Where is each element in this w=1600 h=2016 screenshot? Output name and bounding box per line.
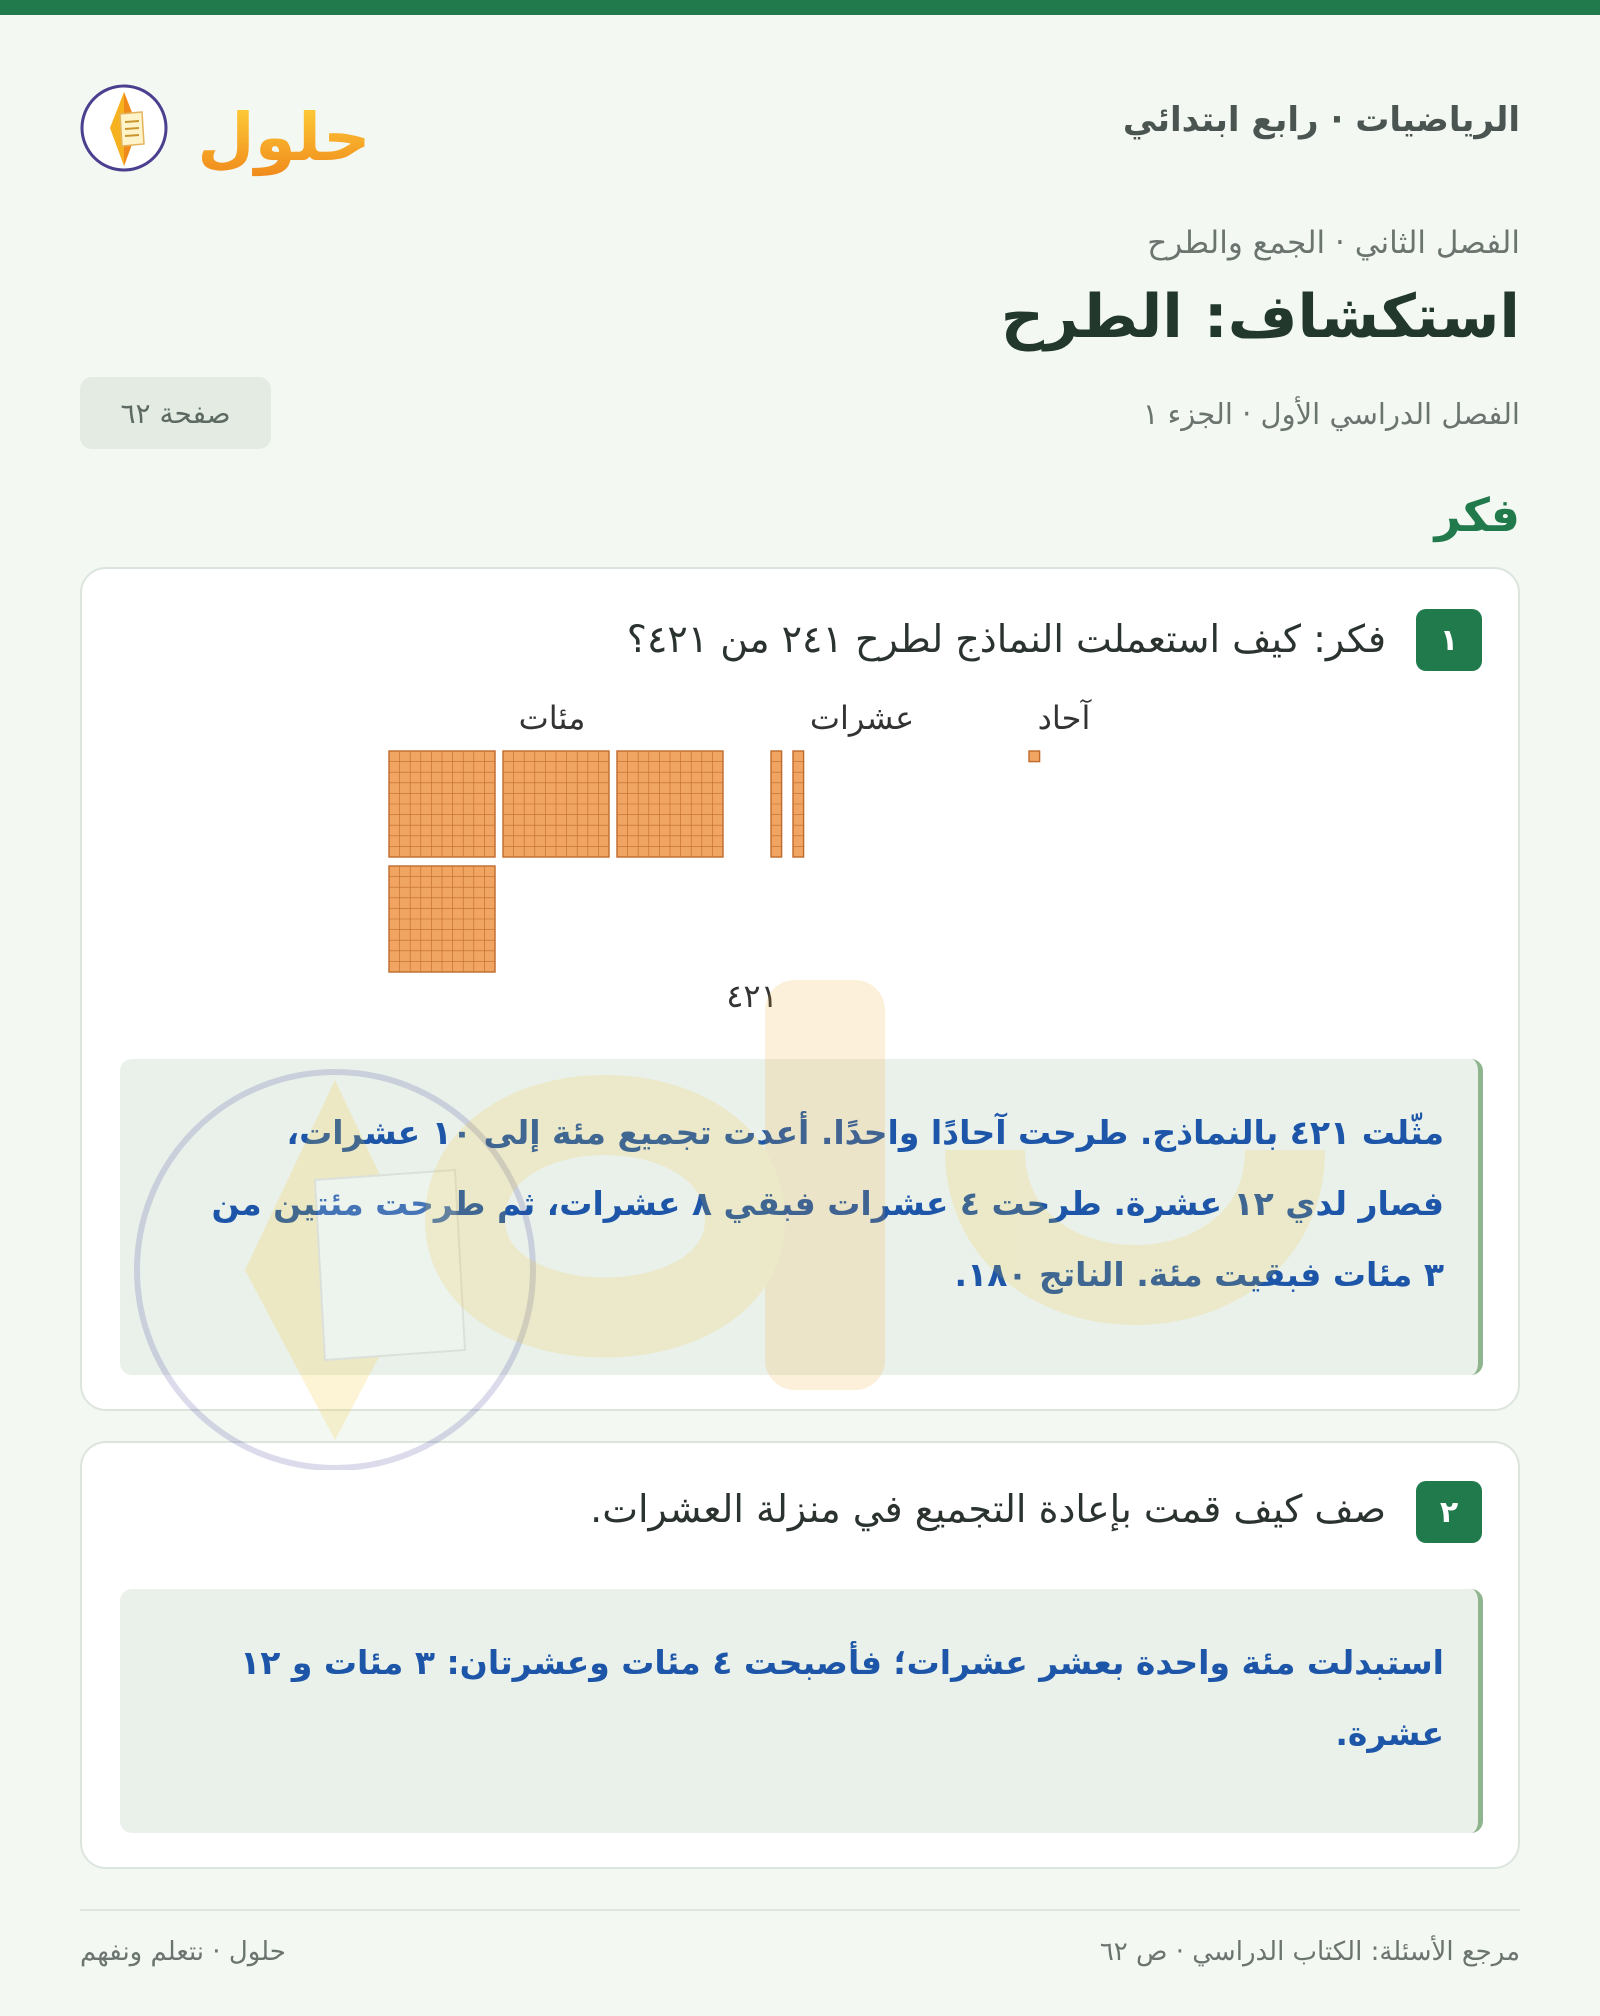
section-title: فكر	[1434, 488, 1520, 542]
hundred-flat	[389, 751, 495, 857]
hundred-flat	[503, 751, 609, 857]
subject-label: الرياضيات · رابع ابتدائي	[1122, 100, 1520, 140]
footer-reference: مرجع الأسئلة: الكتاب الدراسي · ص ٦٢	[1099, 1937, 1520, 1967]
question-number-badge: ٢	[1416, 1481, 1482, 1543]
semester-label: الفصل الدراسي الأول · الجزء ١	[1142, 397, 1520, 431]
top-accent-bar	[0, 0, 1600, 15]
one-unit	[1029, 751, 1040, 762]
hulul-logo[interactable]	[80, 62, 380, 182]
hundreds-label: مئات	[518, 699, 586, 737]
answer-box	[120, 1589, 1483, 1833]
footer-brand: حلول · نتعلم ونفهم	[80, 1937, 286, 1967]
question-card-1	[80, 567, 1520, 1411]
hundred-flat	[617, 751, 723, 857]
base-ten-blocks-figure	[82, 689, 1522, 1029]
ones-label: آحاد	[1037, 699, 1091, 737]
answer-text: مثّلت ٤٢١ بالنماذج. طرحت آحادًا واحدًا. أعدت تجميع مئة إلى ١٠ عشرات، فصار لدي ١٢ عشرة. طرحت ٤ عشرات فبقي ٨ عشرات، ثم طرحت مئتين من ٣ مئات فبقيت مئة. الناتج ١٨٠.	[211, 1113, 1444, 1294]
tens-label: عشرات	[809, 699, 915, 737]
hundred-flat	[389, 866, 495, 972]
logo-text: حلول	[197, 99, 371, 176]
page-title: استكشاف: الطرح	[1000, 282, 1520, 352]
page-number-badge: صفحة ٦٢	[80, 377, 271, 449]
figure-caption: ٤٢١	[726, 977, 778, 1015]
ten-rod	[793, 751, 804, 857]
answer-box	[120, 1059, 1483, 1375]
chapter-label: الفصل الثاني · الجمع والطرح	[1147, 225, 1520, 261]
ten-rod	[771, 751, 782, 857]
footer-divider	[80, 1909, 1520, 1911]
answer-text: استبدلت مئة واحدة بعشر عشرات؛ فأصبحت ٤ مئات وعشرتان: ٣ مئات و ١٢ عشرة.	[240, 1643, 1444, 1753]
question-card-2	[80, 1441, 1520, 1869]
question-number-badge: ١	[1416, 609, 1482, 671]
question-text: فكر: كيف استعملت النماذج لطرح ٢٤١ من ٤٢١؟	[626, 617, 1386, 661]
question-text: صف كيف قمت بإعادة التجميع في منزلة العشرات.	[590, 1487, 1386, 1531]
